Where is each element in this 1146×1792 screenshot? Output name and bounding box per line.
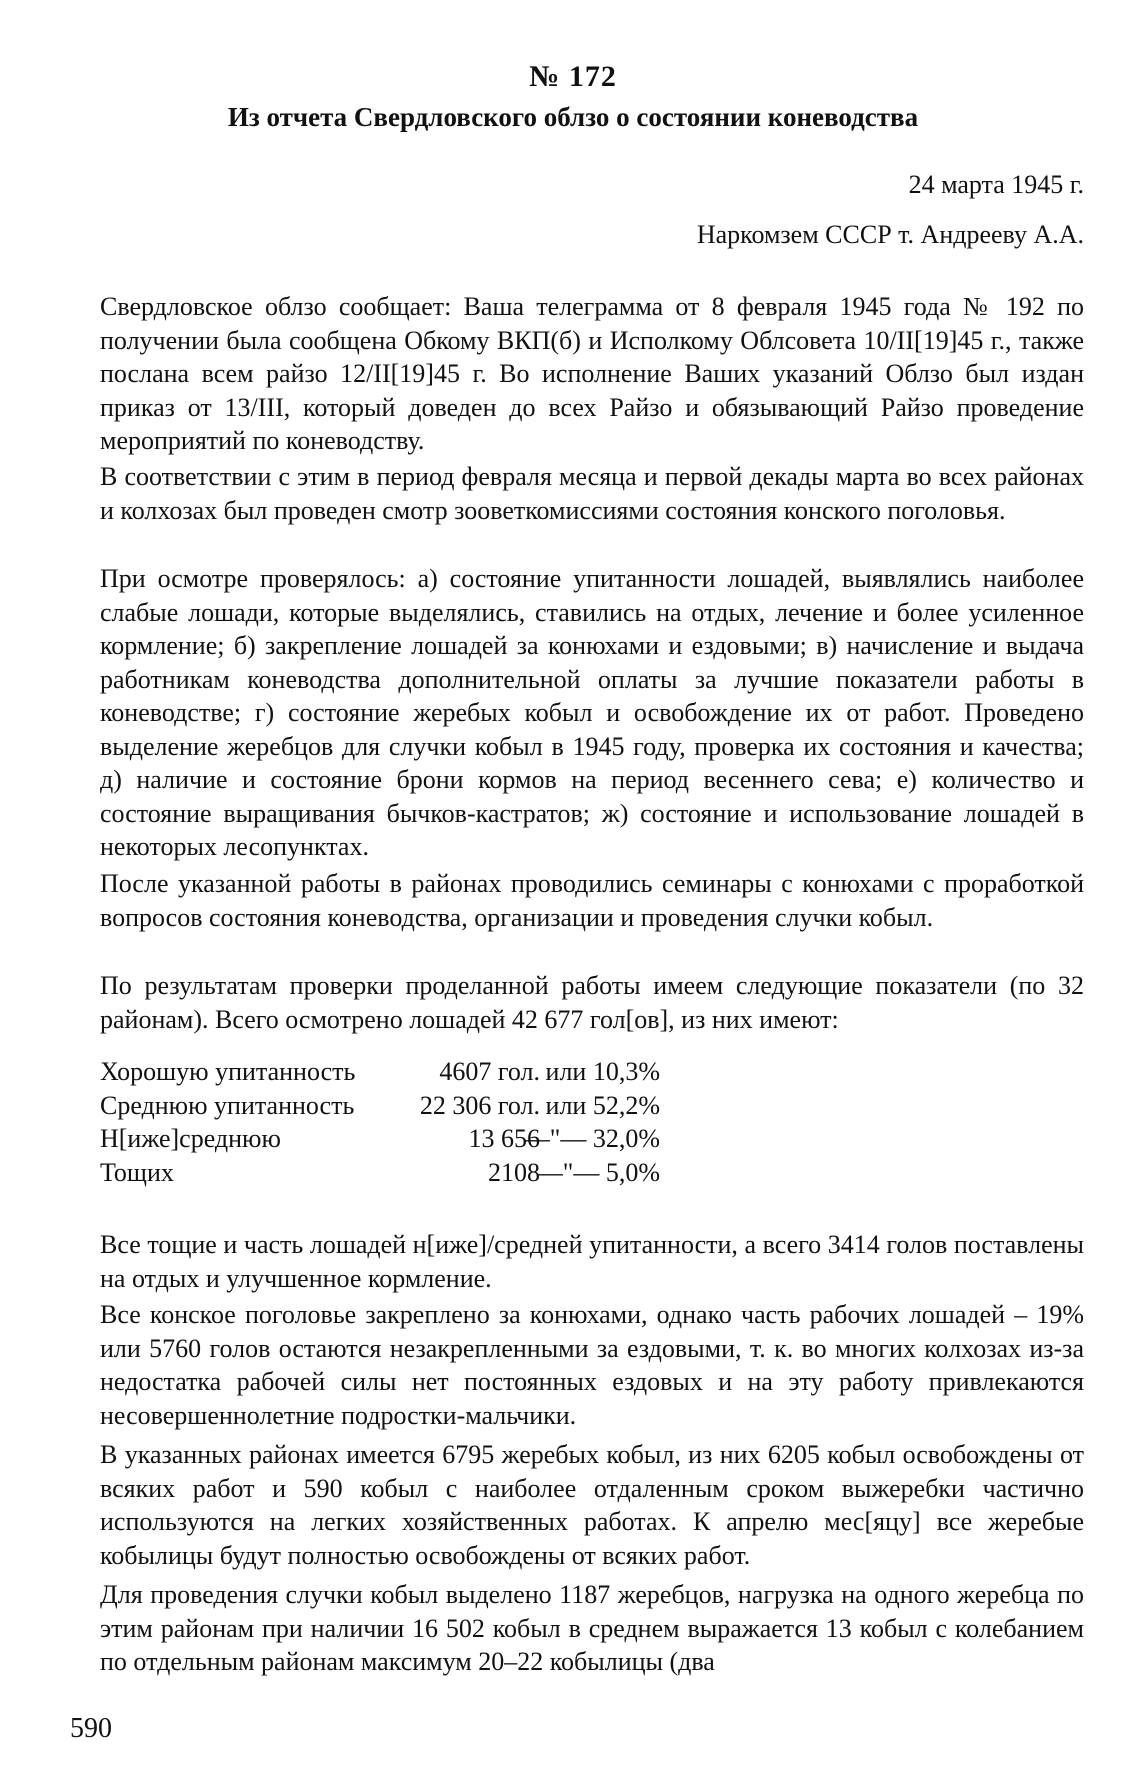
stats-count: 22 306 гол.	[419, 1090, 540, 1120]
document-addressee: Наркомзем СССР т. Андрееву А.А.	[696, 220, 1084, 249]
stats-table	[100, 1055, 900, 1189]
stats-row	[100, 1089, 900, 1123]
stats-share: —"— 32,0%	[523, 1124, 660, 1153]
paragraph-2: В соответствии с этим в период февраля месяца и первой декады марта во всех районах и колхозах был проведен смотр зооветкомиссиями состояния конского поголовья.	[100, 462, 1084, 525]
paragraph-1: Свердловское облзо сообщает: Ваша телеграмма от 8 февраля 1945 года № 192 по получении была сообщена Обкому ВКП(б) и Исполкому Облсовета 10/II[19]45 г., также послана всем райзо 12/II[19]45 г. Во исполнение Ваших указаний Облзо был издан приказ от 13/III, который доведен до всех Райзо и обязывающий Райзо проведение мероприятий по коневодству.	[100, 292, 1084, 455]
page-number: 590	[70, 1713, 112, 1744]
paragraph-6: Все тощие и часть лошадей н[иже]/средней упитанности, а всего 3414 голов поставлены на отдых и улучшенное кормление.	[100, 1230, 1084, 1293]
paragraph-7: Все конское поголовье закреплено за конюхами, однако часть рабочих лошадей – 19% или 5760 голов остаются незакрепленными за ездовыми, т. к. во многих колхозах из-за недостатка рабочей силы нет постоянных ездовых и на эту работу привлекаются несовершеннолетние подростки-мальчики.	[100, 1300, 1084, 1430]
stats-share: —"— 5,0%	[536, 1157, 660, 1187]
stats-label: Тощих	[100, 1157, 174, 1187]
paragraph-8: В указанных районах имеется 6795 жеребых кобыл, из них 6205 кобыл освобождены от всяких работ и 590 кобыл с наиболее отдаленным сроком выжеребки частично используются на легких хозяйственных работах. К апрелю мес[яцу] все жеребые кобылицы будут полностью освобождены от всяких работ.	[100, 1440, 1084, 1570]
document-title: Из отчета Свердловского облзо о состоянии коневодства	[227, 102, 919, 132]
document-date: 24 марта 1945 г.	[908, 170, 1084, 199]
stats-row	[100, 1122, 900, 1156]
stats-label: Среднюю упитанность	[100, 1090, 355, 1120]
stats-count: 13 656	[468, 1124, 540, 1153]
paragraph-4: После указанной работы в районах проводились семинары с конюхами с проработкой вопросов состояния коневодства, организации и проведения случки кобыл.	[100, 869, 1084, 932]
paragraph-5: По результатам проверки проделанной работы имеем следующие показатели (по 32 районам). Всего осмотрено лошадей 42 677 гол[ов], из них имеют:	[100, 971, 1084, 1034]
stats-row	[100, 1156, 900, 1190]
stats-label: Хорошую упитанность	[100, 1057, 356, 1086]
document-number: № 172	[529, 60, 617, 93]
stats-count: 2108	[488, 1157, 540, 1187]
paragraph-3: При осмотре проверялось: а) состояние упитанности лошадей, выявлялись наиболее слабые лошади, которые выделялись, ставились на отдых, лечение и более усиленное кормление; б) закрепление лошадей за конюхами и ездовыми; в) начисление и выдача работникам коневодства дополнительной оплаты за лучшие показатели работы в коневодстве; г) состояние жеребых кобыл и освобождение их от работ. Проведено выделение жеребцов для случки кобыл в 1945 году, проверка их состояния и качества; д) наличие и состояние брони кормов на период весеннего сева; е) количество и состояние выращивания бычков-кастратов; ж) состояние и использование лошадей в некоторых лесопунктах.	[100, 564, 1084, 861]
stats-row	[100, 1055, 900, 1089]
stats-share: или 10,3%	[545, 1057, 660, 1086]
paragraph-9: Для проведения случки кобыл выделено 1187 жеребцов, нагрузка на одного жеребца по этим районам при наличии 16 502 кобыл в среднем выражается 13 кобыл с колебанием по отдельным районам максимум 20–22 кобылицы (два	[100, 1580, 1084, 1676]
stats-share: или 52,2%	[545, 1090, 660, 1120]
stats-label: Н[иже]среднюю	[100, 1124, 281, 1153]
stats-count: 4607 гол.	[439, 1057, 540, 1086]
